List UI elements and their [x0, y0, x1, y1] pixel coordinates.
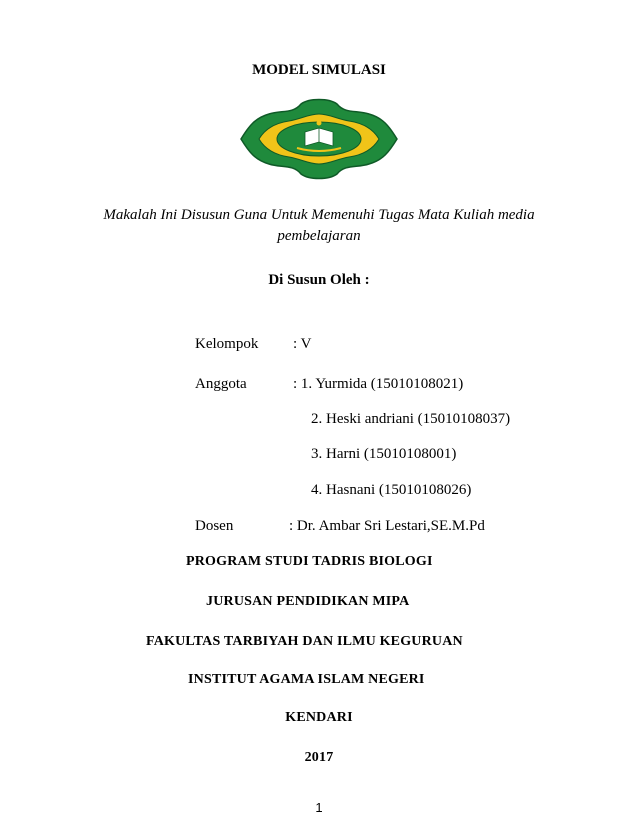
kelompok-value: : V [293, 336, 312, 352]
document-title: MODEL SIMULASI [252, 62, 386, 78]
member-item: 2. Heski andriani (15010108037) [311, 411, 511, 427]
member-item: 4. Hasnani (15010108026) [311, 482, 472, 498]
author-heading: Di Susun Oleh : [268, 272, 370, 288]
dosen-label: Dosen [195, 518, 234, 534]
member-item: 3. Harni (15010108001) [311, 446, 457, 462]
university-logo [235, 96, 403, 182]
subtitle-line-1: Makalah Ini Disusun Guna Untuk Memenuhi Tugas Mata Kuliah media [103, 207, 535, 223]
subtitle-line-2: pembelajaran [277, 228, 361, 244]
institut: INSTITUT AGAMA ISLAM NEGERI [188, 672, 425, 687]
subtitle [0, 205, 638, 247]
kelompok-label: Kelompok [195, 336, 259, 352]
member-item: : 1. Yurmida (15010108021) [293, 376, 464, 392]
year: 2017 [304, 750, 334, 765]
iain-emblem-icon [235, 96, 403, 182]
anggota-label: Anggota [195, 376, 247, 392]
dosen-value: : Dr. Ambar Sri Lestari,SE.M.Pd [289, 518, 485, 534]
page-number: 1 [315, 800, 323, 815]
city: KENDARI [285, 710, 353, 725]
jurusan: JURUSAN PENDIDIKAN MIPA [206, 594, 410, 609]
program-studi: PROGRAM STUDI TADRIS BIOLOGI [186, 554, 433, 569]
fakultas: FAKULTAS TARBIYAH DAN ILMU KEGURUAN [146, 634, 463, 649]
